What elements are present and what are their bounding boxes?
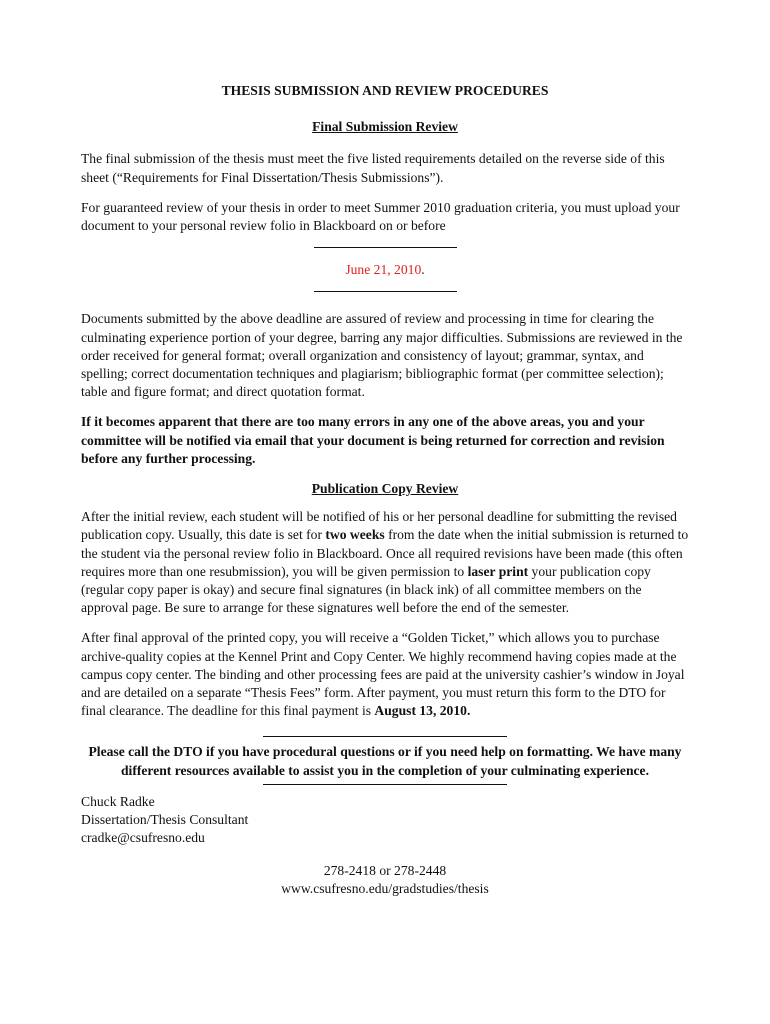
callout-divider-top	[263, 736, 507, 737]
contact-email[interactable]: cradke@csufresno.edu	[81, 830, 205, 846]
divider-bottom	[314, 291, 457, 292]
dto-callout: Please call the DTO if you have procedural questions or if you need help on formatting. We have many different resources available to assist you in the completion of your culminating experience.	[88, 744, 682, 778]
deadline-punct: .	[421, 262, 425, 278]
contact-role: Dissertation/Thesis Consultant	[81, 812, 249, 828]
document-title: THESIS SUBMISSION AND REVIEW PROCEDURES	[221, 83, 549, 98]
contact-block	[81, 793, 689, 848]
pub-p1-part-a: After the initial review, each student will be notified of his or her personal deadline for submitting the revised publication copy. Usually, this date is set for	[81, 509, 677, 543]
contact-phone: 278-2418 or 278-2448	[323, 862, 447, 878]
contact-footer	[81, 862, 689, 898]
contact-name: Chuck Radke	[81, 793, 155, 809]
publication-review-heading: Publication Copy Review	[311, 481, 459, 497]
pub-p1-part-c: from the date when the initial submission is returned to the student via the personal review folio in Blackboard. Once all required revisions have been made (this often requires more than one resubmission), you will be given permission to	[81, 527, 689, 579]
error-warning: If it becomes apparent that there are too many errors in any one of the above areas, you and your committee will be notified via email that your document is being returned for correction and revision before any further processing.	[81, 414, 665, 466]
document-page	[81, 82, 689, 898]
final-review-heading: Final Submission Review	[312, 119, 458, 135]
laser-print-emphasis: laser print	[467, 563, 529, 579]
callout-divider-bottom	[263, 784, 507, 785]
deadline-date-text: June 21, 2010	[345, 262, 422, 278]
divider-top	[314, 247, 457, 248]
publication-review-paragraph-2	[81, 629, 689, 720]
final-review-paragraph-3: Documents submitted by the above deadline are assured of review and processing in time for clearing the culminating experience portion of your degree, barring any major difficulties. Submissions are reviewed in the order received for general format; overall organization and consistency of layout; grammar, syntax, and spelling; correct documentation techniques and plagiarism; bibliographic format (per committee selection); table and figure format; and direct quotation format.	[81, 311, 683, 400]
final-review-paragraph-1: The final submission of the thesis must meet the five listed requirements detailed on the reverse side of this sheet (“Requirements for Final Dissertation/Thesis Submissions”).	[81, 151, 665, 185]
final-payment-deadline: August 13, 2010.	[374, 703, 471, 719]
pub-p2-part-a: After final approval of the printed copy, you will receive a “Golden Ticket,” which allows you to purchase archive-quality copies at the Kennel Print and Copy Center. We highly recommend having copies made at the campus copy center. The binding and other processing fees are paid at the university cashier’s window in Joyal and are detailed on a separate “Thesis Fees” form. After payment, you must return this form to the DTO for final clearance. The deadline for this final payment is	[81, 630, 685, 719]
two-weeks-emphasis: two weeks	[325, 527, 385, 543]
deadline-date	[81, 261, 689, 279]
publication-review-paragraph-1	[81, 508, 689, 617]
pub-p1-part-e: your publication copy (regular copy paper is okay) and secure final signatures (in black ink) of all committee members on the approval page. Be sure to arrange for these signatures well before the end of the semester.	[81, 563, 651, 616]
final-review-paragraph-2: For guaranteed review of your thesis in order to meet Summer 2010 graduation criteria, you must upload your document to your personal review folio in Blackboard on or before	[81, 199, 680, 234]
contact-website[interactable]: www.csufresno.edu/gradstudies/thesis	[281, 880, 489, 896]
